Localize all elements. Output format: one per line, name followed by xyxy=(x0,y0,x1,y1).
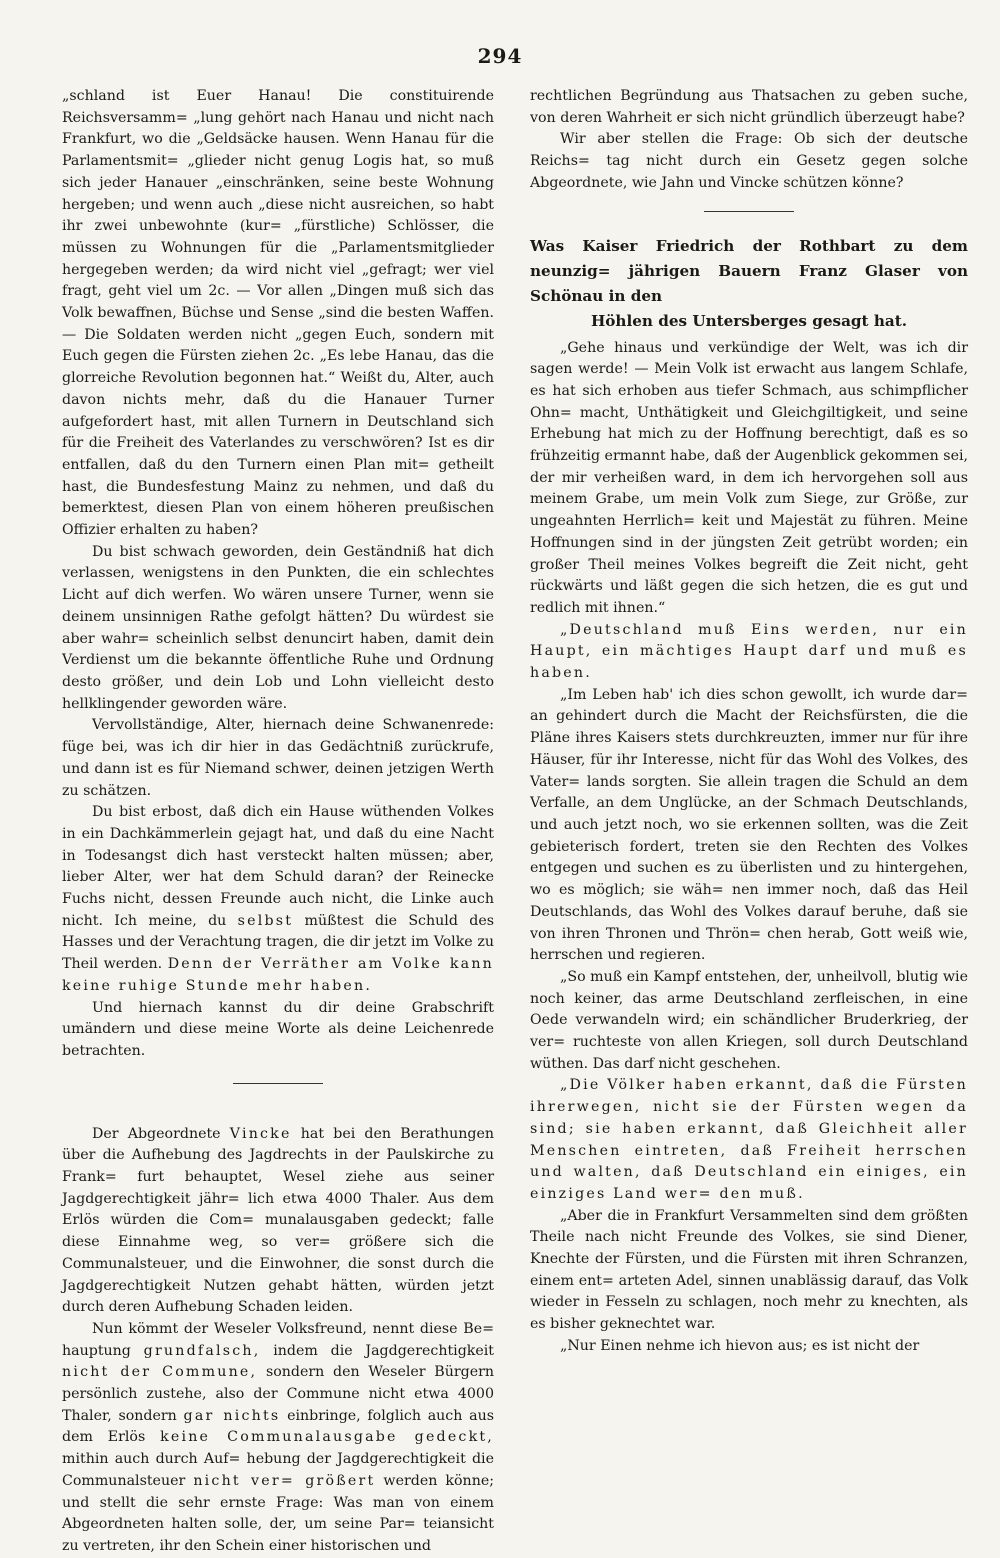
text-run: mithin auch durch Auf= hebung der Jagdgerechtigkeit die Communalsteuer xyxy=(62,1451,494,1489)
text-run: Der Abgeordnete xyxy=(92,1125,221,1142)
spaced-emphasis: nicht ver= größert xyxy=(193,1472,376,1489)
text-run: werden könne; und stellt die sehr ernste Frage: Was man von einem Abgeordneten halten solle, der, um seine Par= teiansicht zu vertreten, ihr den Schein einer historischen und xyxy=(62,1472,495,1554)
paragraph: „Im Leben hab' ich dies schon gewollt, ich wurde dar= an gehindert durch die Macht der Reichsfürsten, die die Pläne ihres Kaisers stets durchkreuzten, immer nur für ihre Häuser, für ihr Interesse, nicht für das Wohl des Volkes, des Vater= lands sorgten. Sie allein tragen die Schuld an dem Verfalle, an dem Unglücke, an der Schmach Deutschlands, und auch jetzt noch, wo sie erkennen sollten, was die Zeit gebieterisch fordert, treten sie den Rechten des Volkes entgegen und suchen es zu überlisten und zu hintergehen, wo es möglich; sie wäh= nen immer noch, daß das Heil Deutschlands, das Wohl des Volkes darauf beruhe, daß sie von ihren Thronen und Thrön= chen herab, Gott weiß wie, herrschen und regieren. xyxy=(530,686,968,964)
paragraph: rechtlichen Begründung aus Thatsachen zu geben suche, von deren Wahrheit er sich nicht gründlich überzeugt habe? xyxy=(530,88,968,126)
paragraph-spaced: „Deutschland muß Eins werden, nur ein Haupt, ein mächtiges Haupt darf und muß es haben. xyxy=(530,621,968,682)
spaced-emphasis: nicht der Commune, xyxy=(62,1364,258,1381)
paragraph: Wir aber stellen die Frage: Ob sich der deutsche Reichs= tag nicht durch ein Gesetz gegen solche Abgeordnete, wie Jahn und Vincke schützen könne? xyxy=(530,131,968,191)
right-column xyxy=(530,86,968,1358)
paragraph: Und hiernach kannst du dir deine Grabschrift umändern und diese meine Worte als deine Leichenrede betrachten. xyxy=(62,999,494,1059)
paragraph: „Gehe hinaus und verkündige der Welt, was ich dir sagen werde! — Mein Volk ist erwacht aus langem Schlafe, es hat sich erhoben aus tiefer Schmach, aus schimpflicher Ohn= macht, Unthätigkeit und Gleichgiltigkeit, und seine Erhebung hat mich zu der Hoffnung berechtigt, daß es so frühzeitig ermannt habe, daß der Augenblick gekommen sei, der mir verheißen ward, in dem ich hervorgehen soll aus meinem Grabe, um mein Volk zum Siege, zur Größe, zur ungeahnten Herrlich= keit und Majestät zu führen. Meine Hoffnungen sind in der jüngsten Zeit getrübt worden; ein großer Theil meines Volkes begreift die Zeit nicht, geht rückwärts und läßt gegen die sich hetzen, die es gut und redlich mit ihnen.“ xyxy=(530,339,969,616)
section-divider xyxy=(704,211,794,212)
left-column xyxy=(62,86,494,1558)
paragraph xyxy=(62,1319,494,1558)
text-run: indem die Jagdgerechtigkeit xyxy=(273,1342,495,1359)
section-divider xyxy=(233,1083,323,1084)
spaced-emphasis: Denn der Verräther am Volke kann keine ruhige Stunde mehr haben. xyxy=(62,956,494,994)
article-headline xyxy=(530,234,968,334)
paragraph-spaced: „Die Völker haben erkannt, daß die Fürsten ihrerwegen, nicht sie der Fürsten wegen da sind; sie haben erkannt, daß Gleichheit aller Menschen eintreten, daß Freiheit herrschen und walten, daß Deutschland ein einiges, ein einziges Land wer= den muß. xyxy=(530,1077,968,1202)
headline-text: Was Kaiser Friedrich der Rothbart zu dem neunzig= jährigen Bauern Franz Glaser von Schönau in den xyxy=(530,236,968,305)
paragraph: „schland ist Euer Hanau! Die constituirende Reichsversamm= „lung gehört nach Hanau und nicht nach Frankfurt, wo die „Geldsäcke hausen. Wenn Hanau für die Parlamentsmit= „glieder nicht genug Logis hat, so muß sich jeder Hanauer „einschränken, seine beste Wohnung hergeben; und wenn auch „diese nicht ausreichen, so habt ihr zwei unbewohnte (kur= „fürstliche) Schlösser, die müssen zu Wohnungen für die „Parlamentsmitglieder hergegeben werden; da wird nicht viel „gefragt; wer viel fragt, geht viel um 2c. — Vor allen „Dingen muß sich das Volk bewaffnen, Büchse und Sense „sind die besten Waffen. — Die Soldaten werden nicht „gegen Euch, sondern mit Euch gegen die Fürsten ziehen 2c. „Es lebe Hanau, das die glorreiche Revolution begonnen hat.“ Weißt du, Alter, auch davon nichts mehr, daß du die Hanauer Turner aufgefordert hast, mit allen Turnern in Deutschland sich für die Freiheit des Vaterlandes zu verschwören? Ist es dir entfallen, daß du den Turnern einen Plan mit= getheilt hast, die Bundesfestung Mainz zu nehmen, und daß du bemerktest, diesen Plan von einem höheren preußischen Offizier erhalten zu haben? xyxy=(62,88,494,539)
text-run: sondern den Weseler Bürgern persönlich zustehe, also der Commune nicht etwa 4000 Thaler, sondern xyxy=(62,1364,495,1424)
paragraph xyxy=(62,802,494,997)
text-run: Nun kömmt der Weseler Volksfreund, nennt diese Be= hauptung xyxy=(62,1320,494,1359)
paragraph xyxy=(62,1124,494,1319)
spaced-emphasis: grundfalsch, xyxy=(143,1342,261,1359)
page-number: 294 xyxy=(477,44,523,68)
text-run: hat bei den Berathungen über die Aufhebung des Jagdrechts in der Paulskirche zu Frank= furt behauptet, Wesel ziehe aus seiner Jagdgerechtigkeit jähr= lich etwa 4000 Thaler. Aus dem Erlös würden die Com= munalausgaben gedeckt; falle diese Einnahme weg, so ver= größere sich die Communalsteuer, und die Einwohner, die sonst durch die Jagdgerechtigkeit Nutzen gehabt hätten, würden jetzt durch deren Aufhebung Schaden leiden. xyxy=(62,1125,495,1316)
spaced-emphasis: keine Communalausgabe gedeckt, xyxy=(160,1429,494,1446)
paragraph: Du bist schwach geworden, dein Geständniß hat dich verlassen, wenigstens in den Punkten, die ein schlechtes Licht auf dich werfen. Wo wären unsere Turner, wenn sie deinem unsinnigen Rathe gefolgt hätten? Du würdest sie aber wahr= scheinlich selbst denuncirt haben, damit dein Verdienst um die bekannte öffentliche Ruhe und Ordnung desto größer, und dein Lob und Lohn vielleicht desto hellklingender geworden wäre. xyxy=(62,543,494,712)
text-run: einbringe, folglich auch aus dem Erlös xyxy=(62,1407,494,1446)
spaced-emphasis: Vincke xyxy=(229,1125,292,1142)
spaced-emphasis: selbst xyxy=(237,912,294,929)
paragraph: „Aber die in Frankfurt Versammelten sind dem größten Theile nach nicht Freunde des Volkes, sie sind Diener, Knechte der Fürsten, und die Fürsten mit ihren Schranzen, einem ent= arteten Adel, sinnen unablässig darauf, das Volk wieder in Fesseln zu schlagen, noch mehr zu knechten, als es bisher geknechtet war. xyxy=(530,1207,968,1333)
spaced-emphasis: gar nichts xyxy=(183,1407,281,1424)
text-run: müßtest die Schuld des Hasses und der Verachtung tragen, die dir jetzt im Volke zu Theil werden. xyxy=(62,912,494,973)
paragraph: „So muß ein Kampf entstehen, der, unheilvoll, blutig wie noch keiner, das arme Deutschland zerfleischen, in eine Oede verwandeln wird; ein schändlicher Bruderkrieg, der ver= ruchteste von allen Kriegen, soll durch Deutschland wüthen. Das darf nicht geschehen. xyxy=(530,968,968,1072)
paragraph: „Nur Einen nehme ich hievon aus; es ist nicht der xyxy=(560,1337,920,1354)
text-run: Du bist erbost, daß dich ein Hause wüthenden Volkes in ein Dachkämmerlein gejagt hat, und daß du eine Nacht in Todesangst dich hast versteckt halten müssen; aber, lieber Alter, wer hat dem Schuld daran? der Reinecke Fuchs nicht, dessen Freunde auch nicht, die Linke auch nicht. Ich meine, du xyxy=(62,804,494,929)
headline-last-line: Höhlen des Untersberges gesagt hat. xyxy=(590,311,908,330)
paragraph: Vervollständige, Alter, hiernach deine Schwanenrede: füge bei, was ich dir hier in das Gedächtniß zurückrufe, und dann ist es für Niemand schwer, deinen jetzigen Werth zu schätzen. xyxy=(62,717,494,799)
